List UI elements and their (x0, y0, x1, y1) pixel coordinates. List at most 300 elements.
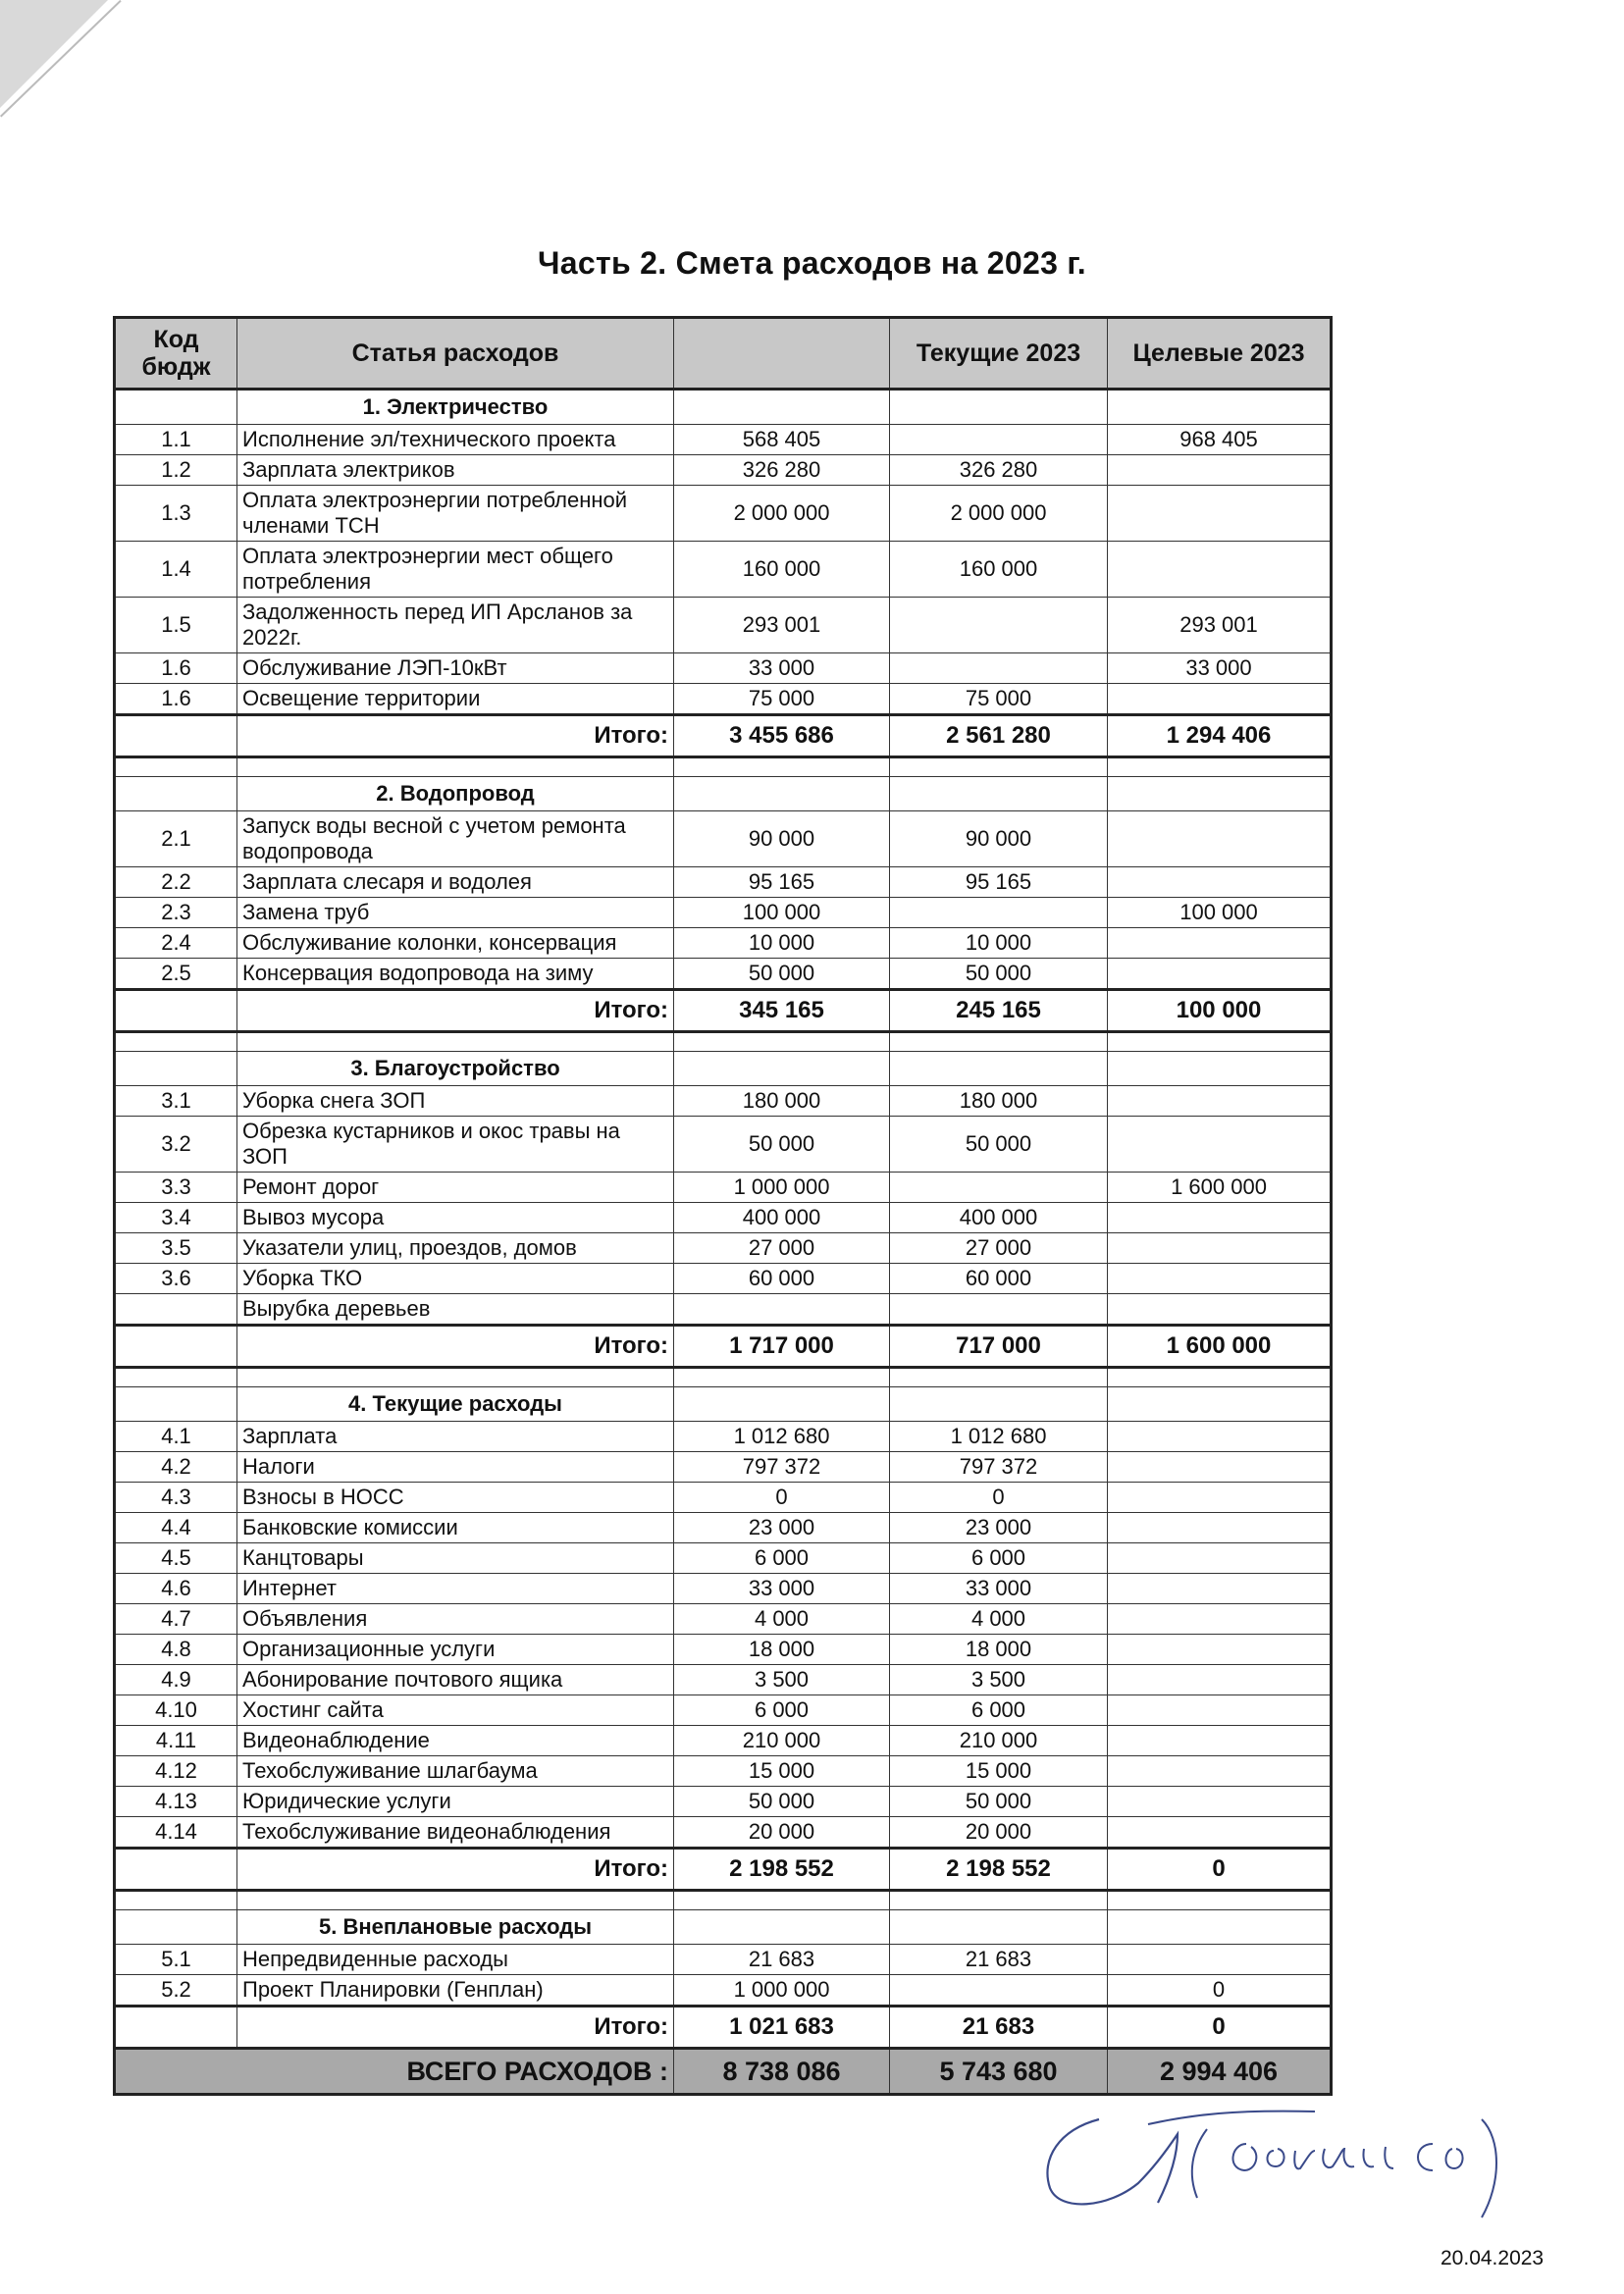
row-code: 4.1 (115, 1422, 237, 1452)
row-current: 6 000 (890, 1695, 1108, 1726)
row-current (890, 898, 1108, 928)
row-target (1108, 867, 1332, 898)
row-target (1108, 1294, 1332, 1326)
row-code: 1.5 (115, 598, 237, 653)
total-target: 100 000 (1108, 990, 1332, 1032)
row-item: Запуск воды весной с учетом ремонта водопровода (237, 811, 674, 867)
section-total-row (115, 990, 1332, 1032)
row-item: Техобслуживание видеонаблюдения (237, 1817, 674, 1849)
spacer-row (115, 1891, 1332, 1910)
table-row (115, 1264, 1332, 1294)
page-corner-fold (0, 0, 108, 108)
total-current: 2 198 552 (890, 1849, 1108, 1891)
row-item: Уборка ТКО (237, 1264, 674, 1294)
row-current (890, 1294, 1108, 1326)
table-row (115, 684, 1332, 715)
row-code: 3.1 (115, 1086, 237, 1117)
row-code: 1.6 (115, 653, 237, 684)
section-plan-cell (674, 390, 890, 425)
total-current: 717 000 (890, 1326, 1108, 1368)
row-item: Взносы в НОСС (237, 1483, 674, 1513)
total-current: 21 683 (890, 2007, 1108, 2049)
row-plan: 210 000 (674, 1726, 890, 1756)
row-code: 4.8 (115, 1635, 237, 1665)
row-code: 3.2 (115, 1117, 237, 1173)
total-current: 245 165 (890, 990, 1108, 1032)
table-row (115, 1543, 1332, 1574)
row-item: Хостинг сайта (237, 1695, 674, 1726)
section-title: 4. Текущие расходы (237, 1387, 674, 1422)
table-body (115, 390, 1332, 2095)
row-plan: 60 000 (674, 1264, 890, 1294)
row-current: 210 000 (890, 1726, 1108, 1756)
row-target: 0 (1108, 1975, 1332, 2007)
row-current: 90 000 (890, 811, 1108, 867)
section-plan-cell (674, 777, 890, 811)
table-row (115, 1294, 1332, 1326)
section-target-cell (1108, 1387, 1332, 1422)
row-item: Непредвиденные расходы (237, 1945, 674, 1975)
row-plan: 180 000 (674, 1086, 890, 1117)
row-item: Канцтовары (237, 1543, 674, 1574)
row-plan: 75 000 (674, 684, 890, 715)
row-current: 50 000 (890, 1117, 1108, 1173)
grand-total-target: 2 994 406 (1108, 2049, 1332, 2095)
total-plan: 1 717 000 (674, 1326, 890, 1368)
table-row (115, 1086, 1332, 1117)
section-plan-cell (674, 1052, 890, 1086)
spacer-cell (674, 757, 890, 777)
total-code-cell (115, 1849, 237, 1891)
row-code: 3.6 (115, 1264, 237, 1294)
section-code-cell (115, 1387, 237, 1422)
row-plan: 21 683 (674, 1945, 890, 1975)
table-row (115, 898, 1332, 928)
row-item: Консервация водопровода на зиму (237, 959, 674, 990)
row-current: 18 000 (890, 1635, 1108, 1665)
total-target: 1 294 406 (1108, 715, 1332, 757)
row-target: 33 000 (1108, 653, 1332, 684)
total-label: Итого: (237, 1849, 674, 1891)
table-row (115, 1665, 1332, 1695)
row-code: 4.13 (115, 1787, 237, 1817)
spacer-cell (674, 1891, 890, 1910)
row-target (1108, 684, 1332, 715)
row-code: 1.3 (115, 486, 237, 542)
row-target (1108, 1086, 1332, 1117)
section-title: 3. Благоустройство (237, 1052, 674, 1086)
row-target (1108, 542, 1332, 598)
row-plan: 90 000 (674, 811, 890, 867)
row-current: 33 000 (890, 1574, 1108, 1604)
row-item: Абонирование почтового ящика (237, 1665, 674, 1695)
total-label: Итого: (237, 715, 674, 757)
table-row (115, 1574, 1332, 1604)
total-target: 1 600 000 (1108, 1326, 1332, 1368)
row-plan: 326 280 (674, 455, 890, 486)
row-target (1108, 486, 1332, 542)
row-plan: 23 000 (674, 1513, 890, 1543)
row-current: 3 500 (890, 1665, 1108, 1695)
row-item: Юридические услуги (237, 1787, 674, 1817)
row-plan: 797 372 (674, 1452, 890, 1483)
section-header-row (115, 1387, 1332, 1422)
row-code: 2.1 (115, 811, 237, 867)
spacer-cell (237, 1032, 674, 1052)
row-target (1108, 1604, 1332, 1635)
section-target-cell (1108, 777, 1332, 811)
table-row (115, 1945, 1332, 1975)
row-plan: 20 000 (674, 1817, 890, 1849)
section-total-row (115, 1849, 1332, 1891)
row-item: Налоги (237, 1452, 674, 1483)
row-current: 15 000 (890, 1756, 1108, 1787)
row-target: 968 405 (1108, 425, 1332, 455)
row-code: 2.5 (115, 959, 237, 990)
row-target (1108, 1635, 1332, 1665)
grand-total-plan: 8 738 086 (674, 2049, 890, 2095)
total-target: 0 (1108, 2007, 1332, 2049)
total-label: Итого: (237, 990, 674, 1032)
row-item: Зарплата слесаря и водолея (237, 867, 674, 898)
section-total-row (115, 715, 1332, 757)
table-row (115, 1975, 1332, 2007)
row-plan: 27 000 (674, 1233, 890, 1264)
row-plan: 6 000 (674, 1543, 890, 1574)
row-current: 20 000 (890, 1817, 1108, 1849)
spacer-cell (890, 1368, 1108, 1387)
row-target (1108, 1203, 1332, 1233)
row-code: 1.6 (115, 684, 237, 715)
row-target (1108, 1452, 1332, 1483)
row-current: 180 000 (890, 1086, 1108, 1117)
row-current (890, 653, 1108, 684)
section-header-row (115, 1052, 1332, 1086)
section-plan-cell (674, 1387, 890, 1422)
section-code-cell (115, 777, 237, 811)
table-row (115, 1483, 1332, 1513)
spacer-cell (237, 1891, 674, 1910)
row-code: 3.4 (115, 1203, 237, 1233)
row-target (1108, 928, 1332, 959)
row-code: 4.6 (115, 1574, 237, 1604)
row-target: 1 600 000 (1108, 1173, 1332, 1203)
table-row (115, 1173, 1332, 1203)
row-code: 2.2 (115, 867, 237, 898)
table-row (115, 1117, 1332, 1173)
row-target (1108, 1726, 1332, 1756)
row-target (1108, 1543, 1332, 1574)
section-target-cell (1108, 1910, 1332, 1945)
grand-total-label: ВСЕГО РАСХОДОВ : (115, 2049, 674, 2095)
total-code-cell (115, 715, 237, 757)
row-current: 50 000 (890, 959, 1108, 990)
row-item: Обслуживание колонки, консервация (237, 928, 674, 959)
row-target (1108, 1665, 1332, 1695)
row-plan: 1 012 680 (674, 1422, 890, 1452)
row-item: Обрезка кустарников и окос травы на ЗОП (237, 1117, 674, 1173)
row-current: 75 000 (890, 684, 1108, 715)
row-target: 100 000 (1108, 898, 1332, 928)
spacer-cell (115, 1032, 237, 1052)
row-target (1108, 1787, 1332, 1817)
section-target-cell (1108, 390, 1332, 425)
table-row (115, 1513, 1332, 1543)
row-code: 4.7 (115, 1604, 237, 1635)
spacer-cell (1108, 1032, 1332, 1052)
row-target (1108, 811, 1332, 867)
grand-total-current: 5 743 680 (890, 2049, 1108, 2095)
row-item: Вывоз мусора (237, 1203, 674, 1233)
row-item: Уборка снега ЗОП (237, 1086, 674, 1117)
section-header-row (115, 777, 1332, 811)
spacer-cell (1108, 757, 1332, 777)
spacer-cell (115, 1368, 237, 1387)
row-code: 1.4 (115, 542, 237, 598)
row-code: 4.2 (115, 1452, 237, 1483)
row-code: 1.1 (115, 425, 237, 455)
spacer-cell (237, 1368, 674, 1387)
row-current: 160 000 (890, 542, 1108, 598)
spacer-cell (115, 1891, 237, 1910)
spacer-row (115, 757, 1332, 777)
row-code: 1.2 (115, 455, 237, 486)
total-code-cell (115, 1326, 237, 1368)
row-plan: 0 (674, 1483, 890, 1513)
table-row (115, 455, 1332, 486)
table-row (115, 1817, 1332, 1849)
row-item: Оплата электроэнергии потребленной членами ТСН (237, 486, 674, 542)
row-current: 10 000 (890, 928, 1108, 959)
spacer-cell (1108, 1368, 1332, 1387)
total-plan: 3 455 686 (674, 715, 890, 757)
row-plan: 6 000 (674, 1695, 890, 1726)
section-current-cell (890, 1910, 1108, 1945)
row-plan: 33 000 (674, 1574, 890, 1604)
row-code (115, 1294, 237, 1326)
table-row (115, 1604, 1332, 1635)
row-plan: 3 500 (674, 1665, 890, 1695)
table-row (115, 653, 1332, 684)
row-plan: 50 000 (674, 1117, 890, 1173)
document-title: Часть 2. Смета расходов на 2023 г. (538, 245, 1086, 281)
spacer-row (115, 1368, 1332, 1387)
row-item: Интернет (237, 1574, 674, 1604)
section-code-cell (115, 1052, 237, 1086)
header-current: Текущие 2023 (890, 318, 1108, 390)
row-code: 4.4 (115, 1513, 237, 1543)
table-row (115, 867, 1332, 898)
row-plan: 18 000 (674, 1635, 890, 1665)
row-plan (674, 1294, 890, 1326)
row-item: Вырубка деревьев (237, 1294, 674, 1326)
row-plan: 15 000 (674, 1756, 890, 1787)
row-item: Указатели улиц, проездов, домов (237, 1233, 674, 1264)
spacer-cell (674, 1368, 890, 1387)
row-target (1108, 1817, 1332, 1849)
spacer-row (115, 1032, 1332, 1052)
row-code: 4.14 (115, 1817, 237, 1849)
row-target (1108, 1264, 1332, 1294)
row-target (1108, 1422, 1332, 1452)
row-plan: 1 000 000 (674, 1173, 890, 1203)
row-target (1108, 959, 1332, 990)
row-item: Организационные услуги (237, 1635, 674, 1665)
table-row (115, 1695, 1332, 1726)
table-row (115, 1635, 1332, 1665)
row-plan: 160 000 (674, 542, 890, 598)
row-item: Задолженность перед ИП Арсланов за 2022г. (237, 598, 674, 653)
row-current (890, 1173, 1108, 1203)
total-code-cell (115, 990, 237, 1032)
row-target (1108, 1233, 1332, 1264)
row-current: 6 000 (890, 1543, 1108, 1574)
row-code: 4.10 (115, 1695, 237, 1726)
table-row (115, 486, 1332, 542)
total-label: Итого: (237, 2007, 674, 2049)
spacer-cell (890, 757, 1108, 777)
row-target (1108, 1574, 1332, 1604)
table-row (115, 1756, 1332, 1787)
row-current: 1 012 680 (890, 1422, 1108, 1452)
section-plan-cell (674, 1910, 890, 1945)
row-code: 2.3 (115, 898, 237, 928)
row-current: 2 000 000 (890, 486, 1108, 542)
table-row (115, 1787, 1332, 1817)
section-target-cell (1108, 1052, 1332, 1086)
row-code: 4.5 (115, 1543, 237, 1574)
section-current-cell (890, 1052, 1108, 1086)
row-item: Замена труб (237, 898, 674, 928)
row-plan: 4 000 (674, 1604, 890, 1635)
row-current (890, 1975, 1108, 2007)
row-current: 797 372 (890, 1452, 1108, 1483)
row-target (1108, 1483, 1332, 1513)
table-row (115, 598, 1332, 653)
row-target (1108, 1756, 1332, 1787)
row-item: Обслуживание ЛЭП-10кВт (237, 653, 674, 684)
row-item: Проект Планировки (Генплан) (237, 1975, 674, 2007)
row-current: 400 000 (890, 1203, 1108, 1233)
row-code: 4.11 (115, 1726, 237, 1756)
spacer-cell (890, 1891, 1108, 1910)
table-row (115, 1203, 1332, 1233)
row-item: Зарплата (237, 1422, 674, 1452)
table-row (115, 542, 1332, 598)
section-total-row (115, 1326, 1332, 1368)
table-header-row (115, 318, 1332, 390)
spacer-cell (890, 1032, 1108, 1052)
row-target (1108, 1945, 1332, 1975)
row-item: Исполнение эл/технического проекта (237, 425, 674, 455)
header-code: Код бюдж (115, 318, 237, 390)
row-code: 5.2 (115, 1975, 237, 2007)
row-plan: 400 000 (674, 1203, 890, 1233)
row-item: Зарплата электриков (237, 455, 674, 486)
table-row (115, 1452, 1332, 1483)
row-plan: 33 000 (674, 653, 890, 684)
row-current (890, 425, 1108, 455)
total-target: 0 (1108, 1849, 1332, 1891)
document-date: 20.04.2023 (1441, 2247, 1545, 2269)
row-plan: 2 000 000 (674, 486, 890, 542)
row-current: 4 000 (890, 1604, 1108, 1635)
spacer-cell (1108, 1891, 1332, 1910)
row-plan: 50 000 (674, 959, 890, 990)
row-target (1108, 1513, 1332, 1543)
row-current: 60 000 (890, 1264, 1108, 1294)
row-current: 50 000 (890, 1787, 1108, 1817)
row-current: 326 280 (890, 455, 1108, 486)
row-target (1108, 455, 1332, 486)
row-current: 23 000 (890, 1513, 1108, 1543)
total-plan: 345 165 (674, 990, 890, 1032)
row-plan: 95 165 (674, 867, 890, 898)
section-title: 5. Внеплановые расходы (237, 1910, 674, 1945)
section-title: 1. Электричество (237, 390, 674, 425)
table-row (115, 928, 1332, 959)
row-plan: 10 000 (674, 928, 890, 959)
row-plan: 100 000 (674, 898, 890, 928)
header-plan (674, 318, 890, 390)
row-target (1108, 1695, 1332, 1726)
section-current-cell (890, 777, 1108, 811)
row-item: Видеонаблюдение (237, 1726, 674, 1756)
grand-total-row (115, 2049, 1332, 2095)
row-current: 95 165 (890, 867, 1108, 898)
row-current (890, 598, 1108, 653)
row-code: 3.3 (115, 1173, 237, 1203)
total-label: Итого: (237, 1326, 674, 1368)
header-target: Целевые 2023 (1108, 318, 1332, 390)
row-code: 3.5 (115, 1233, 237, 1264)
section-code-cell (115, 1910, 237, 1945)
row-code: 4.3 (115, 1483, 237, 1513)
row-plan: 568 405 (674, 425, 890, 455)
table-row (115, 1422, 1332, 1452)
total-current: 2 561 280 (890, 715, 1108, 757)
section-header-row (115, 390, 1332, 425)
row-current: 21 683 (890, 1945, 1108, 1975)
row-current: 27 000 (890, 1233, 1108, 1264)
row-item: Банковские комиссии (237, 1513, 674, 1543)
signature (1021, 2090, 1590, 2227)
row-target (1108, 1117, 1332, 1173)
section-header-row (115, 1910, 1332, 1945)
row-code: 4.12 (115, 1756, 237, 1787)
budget-table (113, 316, 1333, 2096)
row-plan: 50 000 (674, 1787, 890, 1817)
row-code: 4.9 (115, 1665, 237, 1695)
row-item: Объявления (237, 1604, 674, 1635)
row-plan: 1 000 000 (674, 1975, 890, 2007)
section-total-row (115, 2007, 1332, 2049)
table-row (115, 811, 1332, 867)
section-current-cell (890, 390, 1108, 425)
spacer-cell (115, 757, 237, 777)
spacer-cell (674, 1032, 890, 1052)
row-code: 5.1 (115, 1945, 237, 1975)
section-code-cell (115, 390, 237, 425)
spacer-cell (237, 757, 674, 777)
table-row (115, 959, 1332, 990)
table-row (115, 425, 1332, 455)
row-item: Освещение территории (237, 684, 674, 715)
row-item: Ремонт дорог (237, 1173, 674, 1203)
row-code: 2.4 (115, 928, 237, 959)
row-item: Техобслуживание шлагбаума (237, 1756, 674, 1787)
row-plan: 293 001 (674, 598, 890, 653)
